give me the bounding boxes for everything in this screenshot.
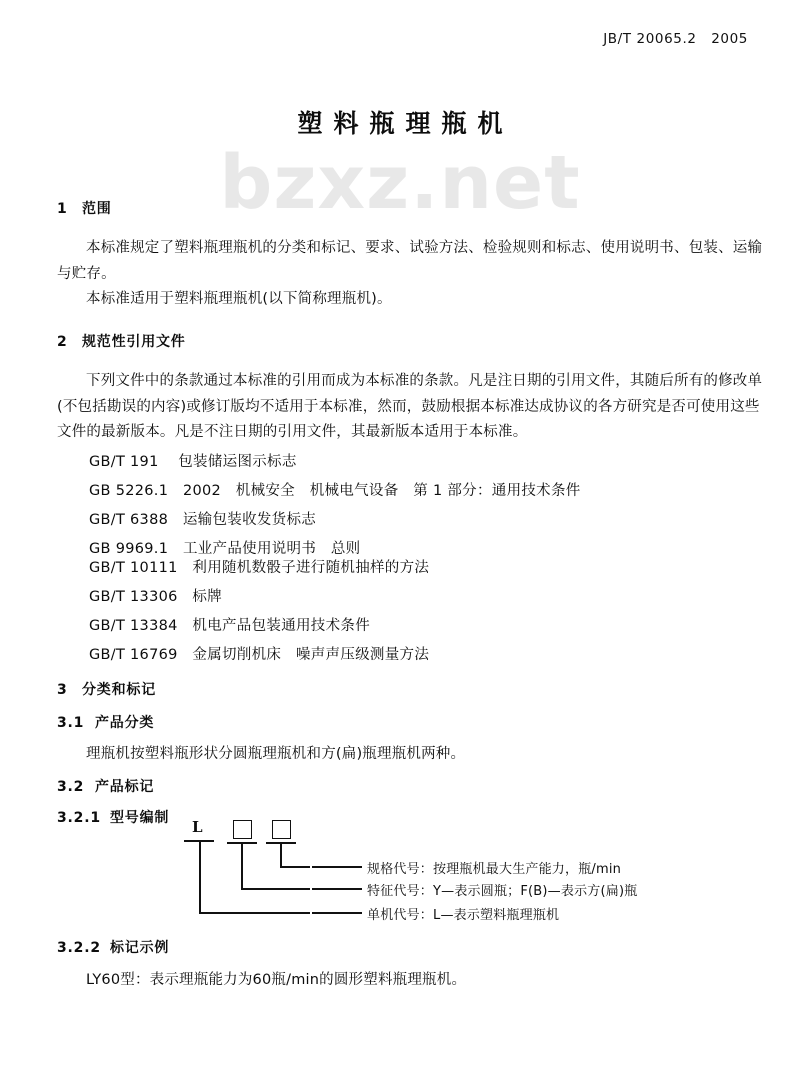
section-3-1-number: 3.1 (57, 715, 85, 731)
section-3-2-1-number: 3.2.1 (57, 810, 101, 826)
diagram-note-machine: 单机代号：L—表示塑料瓶理瓶机 (367, 908, 560, 923)
section-3-heading: 分类和标记 (82, 682, 156, 698)
section-3-2-heading: 产品标记 (95, 779, 155, 795)
running-header-standard-code: JB/T 20065.2 2005 (603, 31, 748, 47)
diagram-leader-spec-horizontal (280, 866, 310, 868)
diagram-leader-spec-vertical (280, 842, 282, 866)
section-3-number: 3 (57, 682, 68, 698)
diagram-note-dash-spec (312, 866, 362, 868)
section-3-2-number: 3.2 (57, 779, 85, 795)
reference-item: GB/T 6388 运输包装收发货标志 (89, 512, 317, 528)
section-1-heading: 范围 (82, 201, 112, 217)
diagram-leader-feature-vertical (241, 844, 243, 888)
diagram-leader-feature-horizontal (241, 888, 310, 890)
diagram-leader-machine-vertical (199, 842, 201, 912)
reference-item: GB/T 13306 标牌 (89, 589, 222, 605)
section-3-1-heading: 产品分类 (95, 715, 155, 731)
section-1-paragraph-2: 本标准适用于塑料瓶理瓶机(以下简称理瓶机)。 (86, 291, 392, 307)
diagram-box-spec (272, 820, 291, 839)
model-code-diagram (180, 818, 780, 930)
reference-item: GB/T 13384 机电产品包装通用技术条件 (89, 618, 370, 634)
document-title: 塑料瓶理瓶机 (297, 109, 514, 138)
diagram-note-dash-feature (312, 888, 362, 890)
diagram-box-feature (233, 820, 252, 839)
section-3-2-2-heading: 标记示例 (110, 940, 170, 956)
diagram-note-feature: 特征代号：Y—表示圆瓶；F(B)—表示方(扁)瓶 (367, 884, 638, 899)
section-3-2-2-number: 3.2.2 (57, 940, 101, 956)
reference-item: GB/T 191 包装储运图示标志 (89, 454, 297, 470)
diagram-leader-machine-horizontal (199, 912, 310, 914)
section-2-heading: 规范性引用文件 (82, 334, 186, 350)
reference-item: GB/T 10111 利用随机数骰子进行随机抽样的方法 (89, 560, 430, 576)
diagram-note-dash-machine (312, 912, 362, 914)
section-1-paragraph-1: 本标准规定了塑料瓶理瓶机的分类和标记、要求、试验方法、检验规则和标志、使用说明书、包装、运输与贮存。 (57, 240, 763, 282)
section-2-number: 2 (57, 334, 68, 350)
section-3-2-2-paragraph-1: LY60型：表示理瓶能力为60瓶/min的圆形塑料瓶理瓶机。 (86, 972, 467, 988)
diagram-base-letter: L (192, 818, 203, 836)
section-2-paragraph-1: 下列文件中的条款通过本标准的引用而成为本标准的条款。凡是注日期的引用文件，其随后所有的修改单(不包括勘误的内容)或修订版均不适用于本标准，然而，鼓励根据本标准达成协议的各方研究是否可使用这些文件的最新版本。凡是不注日期的引用文件，其最新版本适用于本标准。 (57, 373, 763, 440)
watermark-bzxz: bzxz.net (219, 140, 581, 226)
diagram-note-spec: 规格代号：按理瓶机最大生产能力，瓶/min (367, 862, 622, 877)
reference-item: GB/T 16769 金属切削机床 噪声声压级测量方法 (89, 647, 430, 663)
section-3-1-paragraph-1: 理瓶机按塑料瓶形状分圆瓶理瓶机和方(扁)瓶理瓶机两种。 (86, 746, 466, 762)
section-3-2-1-heading: 型号编制 (110, 810, 170, 826)
reference-item: GB 5226.1 2002 机械安全 机械电气设备 第 1 部分：通用技术条件 (89, 483, 581, 499)
reference-item: GB 9969.1 工业产品使用说明书 总则 (89, 541, 361, 557)
section-1-number: 1 (57, 201, 68, 217)
